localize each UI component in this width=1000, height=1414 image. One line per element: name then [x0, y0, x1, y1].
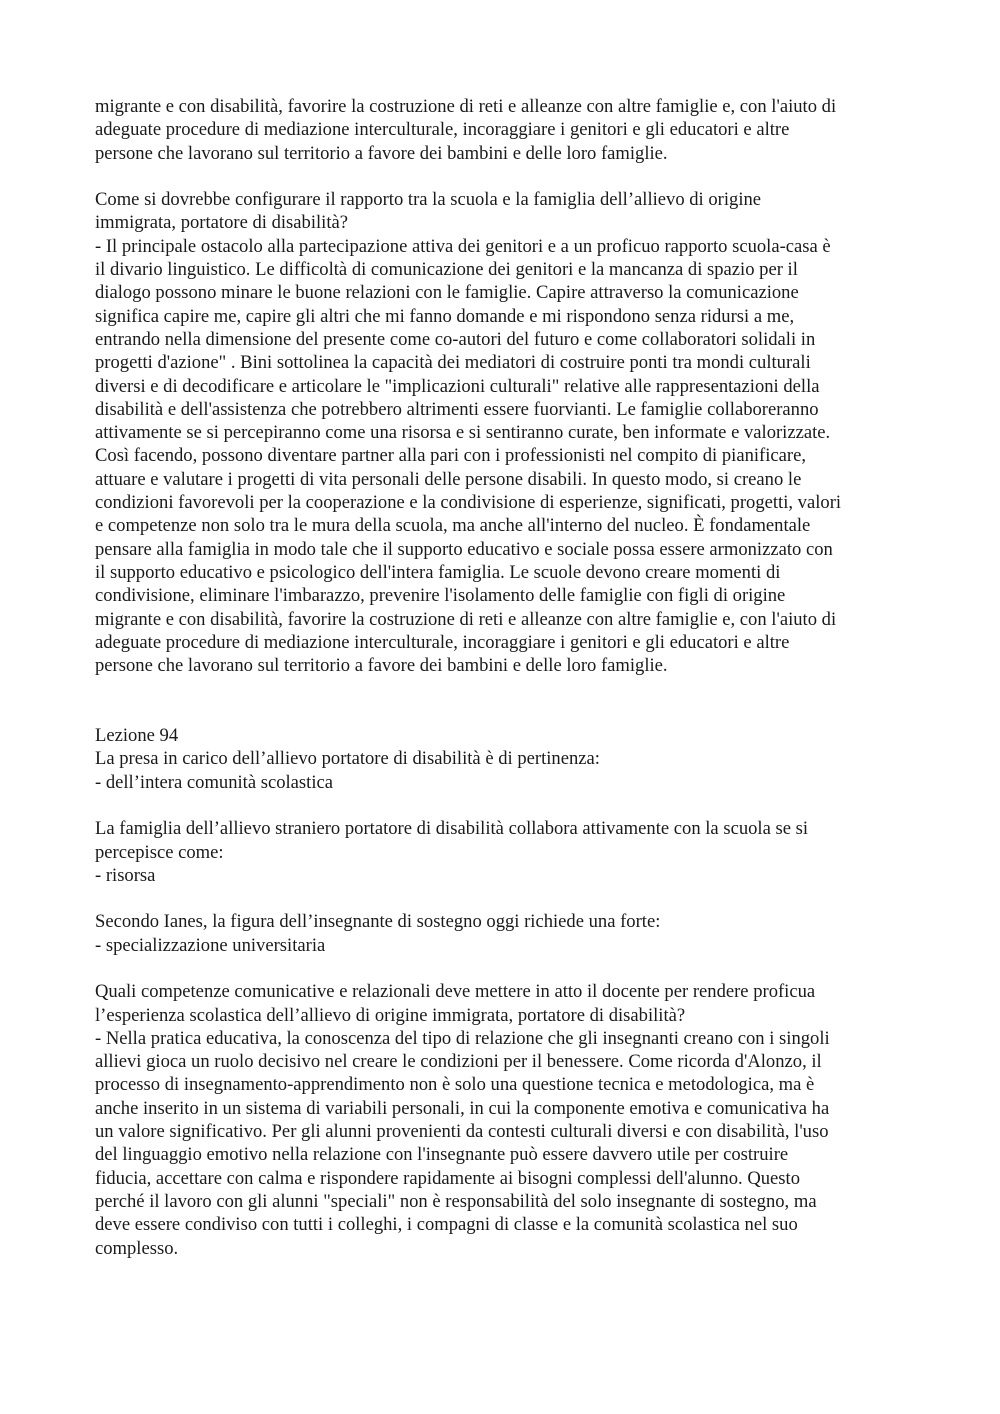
paragraph-spacer	[95, 887, 915, 910]
answer-text: un valore significativo. Per gli alunni provenienti da contesti culturali diversi e con disabilità, l'uso	[95, 1121, 829, 1143]
text-line: diversi e di decodificare e articolare le "implicazioni culturali" relative alle rappresentazioni della	[95, 375, 820, 397]
question-text: l’esperienza scolastica dell’allievo di origine immigrata, portatore di disabilità?	[95, 1004, 686, 1026]
text-line: attivamente se si percepiranno come una risorsa e si sentiranno curate, ben informate e valorizzate.	[95, 422, 831, 444]
text-line: condivisione, eliminare l'imbarazzo, prevenire l'isolamento delle famiglie con figli di origine	[95, 585, 786, 607]
answer-school-family	[95, 235, 915, 678]
answer-text: - specializzazione universitaria	[95, 934, 326, 956]
text-line: pensare alla famiglia in modo tale che il supporto educativo e sociale possa essere armonizzato con	[95, 538, 833, 560]
paragraph-spacer	[95, 165, 915, 188]
paragraph-intro	[95, 95, 915, 165]
text-line: attuare e valutare i progetti di vita personali delle persone disabili. In questo modo, si creano le	[95, 468, 802, 490]
text-line: progetti d'azione" . Bini sottolinea la capacità dei mediatori di costruire ponti tra mondi culturali	[95, 352, 811, 374]
text-line: adeguate procedure di mediazione interculturale, incoraggiare i genitori e gli educatori e altre	[95, 119, 790, 141]
text-line: il supporto educativo e psicologico dell'intera famiglia. Le scuole devono creare momenti di	[95, 561, 781, 583]
text-line: significa capire me, capire gli altri che mi fanno domande e mi rispondono senza ridursi a me,	[95, 305, 795, 327]
answer-text: allievi gioca un ruolo decisivo nel creare le condizioni per il benessere. Come ricorda d'Alonzo, il	[95, 1051, 822, 1073]
section-spacer	[95, 677, 915, 724]
text-line: dialogo possono minare le buone relazioni con le famiglie. Capire attraverso la comunicazione	[95, 282, 799, 304]
question-text: Quali competenze comunicative e relazionali deve mettere in atto il docente per rendere proficua	[95, 981, 816, 1003]
text-line: condizioni favorevoli per la cooperazione e la condivisione di esperienze, significati, progetti, valori	[95, 492, 842, 514]
qa-ianes	[95, 910, 915, 957]
answer-text: del linguaggio emotivo nella relazione con l'insegnante può essere davvero utile per costruire	[95, 1144, 789, 1166]
question-text: Secondo Ianes, la figura dell’insegnante di sostegno oggi richiede una forte:	[95, 911, 661, 933]
text-line: Come si dovrebbe configurare il rapporto tra la scuola e la famiglia dell’allievo di origine	[95, 189, 762, 211]
answer-text: - Nella pratica educativa, la conoscenza del tipo di relazione che gli insegnanti creano con i singoli	[95, 1027, 830, 1049]
text-line: persone che lavorano sul territorio a favore dei bambini e delle loro famiglie.	[95, 655, 668, 677]
text-line: persone che lavorano sul territorio a favore dei bambini e delle loro famiglie.	[95, 142, 668, 164]
answer-text: - dell’intera comunità scolastica	[95, 771, 334, 793]
answer-text: deve essere condiviso con tutti i colleghi, i compagni di classe e la comunità scolastica nel suo	[95, 1214, 798, 1236]
text-line: Così facendo, possono diventare partner alla pari con i professionisti nel compito di pianificare,	[95, 445, 807, 467]
qa-presa-in-carico	[95, 747, 915, 794]
text-line: - Il principale ostacolo alla partecipazione attiva dei genitori e a un proficuo rapporto scuola-casa è	[95, 235, 831, 257]
question-text: percepisce come:	[95, 841, 224, 863]
lesson-heading: Lezione 94	[95, 725, 179, 747]
answer-text: perché il lavoro con gli alunni "speciali" non è responsabilità del solo insegnante di sostegno, ma	[95, 1190, 817, 1212]
text-line: disabilità e dell'assistenza che potrebbero altrimenti essere fuorvianti. Le famiglie collaboreranno	[95, 398, 819, 420]
qa-famiglia-risorsa	[95, 817, 915, 887]
text-line: migrante e con disabilità, favorire la costruzione di reti e alleanze con altre famiglie e, con l'aiuto di	[95, 96, 837, 117]
document-page	[95, 95, 915, 1260]
answer-text: complesso.	[95, 1237, 179, 1259]
answer-text: fiducia, accettare con calma e rispondere rapidamente ai bisogni complessi dell'alunno. Questo	[95, 1167, 801, 1189]
paragraph-spacer	[95, 957, 915, 980]
text-line: immigrata, portatore di disabilità?	[95, 212, 349, 234]
question-school-family	[95, 188, 915, 235]
question-text: La famiglia dell’allievo straniero portatore di disabilità collabora attivamente con la scuola se si	[95, 818, 809, 840]
text-line: entrando nella dimensione del presente come co-autori del futuro e come collaboratori solidali in	[95, 328, 816, 350]
text-line: il divario linguistico. Le difficoltà di comunicazione dei genitori e la mancanza di spazio per il	[95, 259, 798, 281]
question-text: La presa in carico dell’allievo portatore di disabilità è di pertinenza:	[95, 748, 600, 770]
qa-competenze	[95, 980, 915, 1260]
answer-text: anche inserito in un sistema di variabili personali, in cui la componente emotiva e comunicativa ha	[95, 1097, 830, 1119]
text-line: e competenze non solo tra le mura della scuola, ma anche all'interno del nucleo. È fondamentale	[95, 515, 811, 537]
text-line: migrante e con disabilità, favorire la costruzione di reti e alleanze con altre famiglie e, con l'aiuto di	[95, 608, 837, 630]
answer-text: processo di insegnamento-apprendimento non è solo una questione tecnica e metodologica, ma è	[95, 1074, 815, 1096]
answer-text: - risorsa	[95, 864, 156, 886]
paragraph-spacer	[95, 794, 915, 817]
text-line: adeguate procedure di mediazione interculturale, incoraggiare i genitori e gli educatori e altre	[95, 631, 790, 653]
